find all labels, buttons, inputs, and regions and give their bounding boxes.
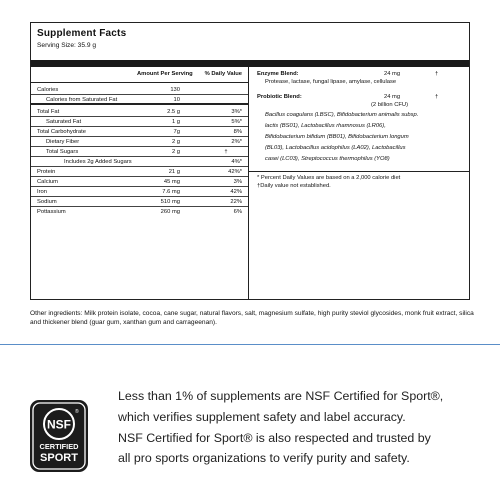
other-ingredients: Other ingredients: Milk protein isolate, cocoa, cane sugar, natural flavors, salt, magnesium sulfate, high purity steviol glycosides, monk fruit extract, silica and thickener blend (guar gum, xanthan gum and carrageenan).: [30, 310, 474, 327]
amount-header: Amount Per Serving: [137, 71, 193, 77]
nsf-logo-text: NSF: [47, 417, 71, 432]
dv-header: % Daily Value: [204, 71, 242, 77]
nutrient-row-iron: Iron 7.6 mg 42%: [31, 187, 248, 197]
probiotic-strains-line: casei (LC03), Streptococcus thermophilus (YO8): [265, 156, 390, 162]
nsf-certified-sport-logo: [30, 400, 88, 472]
footnote-daily-value: * Percent Daily Values are based on a 2,000 calorie diet: [257, 175, 401, 181]
nutrient-column: [31, 67, 249, 299]
probiotic-blend-amount: 24 mg: [384, 94, 401, 100]
probiotic-strains-line: Bifidobacterium bifidum (BB01), Bifidobacterium longum: [265, 134, 409, 140]
enzyme-blend-contents: Protease, lactase, fungal lipase, amylase, cellulase: [265, 79, 397, 85]
nutrient-row-total-sugars: Total Sugars 2 g †: [31, 147, 248, 157]
nutrient-row-total-fat: Total Fat 2.5 g 3%*: [31, 107, 248, 117]
probiotic-strains-line: lactis (BS01), Lactobacillus rhamnosus (LR06),: [265, 123, 386, 129]
nsf-description: [118, 386, 498, 469]
serving-size: Serving Size: 35.9 g: [37, 42, 97, 49]
probiotic-blend-label: Probiotic Blend:: [257, 94, 302, 100]
enzyme-blend-label: Enzyme Blend:: [257, 71, 299, 77]
probiotic-blend-dv: †: [435, 94, 439, 100]
nutrient-row-sodium: Sodium 510 mg 22%: [31, 197, 248, 207]
nutrient-row-added-sugars: Includes 2g Added Sugars 4%*: [31, 157, 248, 167]
enzyme-blend-amount: 24 mg: [384, 71, 401, 77]
enzyme-blend-dv: †: [435, 71, 439, 77]
probiotic-strains-line: Bacillus coagulans (LBSC), Bifidobacterium animalis subsp.: [265, 112, 419, 118]
nutrient-row-saturated-fat: Saturated Fat 1 g 5%*: [31, 117, 248, 127]
nutrient-row-calcium: Calcium 45 mg 3%: [31, 177, 248, 187]
nutrient-row-calories: Calories 130: [31, 85, 248, 95]
blend-column: [249, 67, 469, 299]
nutrient-row-protein: Protein 21 g 42%*: [31, 167, 248, 177]
nsf-logo-registered: ®: [75, 409, 79, 415]
thick-rule: [31, 60, 469, 67]
probiotic-strains-line: (BL03), Lactobacillus acidophilus (LA02), Lactobacillus: [265, 145, 406, 151]
footnote-not-established: †Daily value not established.: [257, 183, 331, 189]
nutrient-row-dietary-fiber: Dietary Fiber 2 g 2%*: [31, 137, 248, 147]
nutrient-row-potassium: Pottassium 260 mg 6%: [37, 208, 242, 215]
nsf-description-line: all pro sports organizations to verify purity and safety.: [118, 451, 410, 466]
footnote-rule: [249, 171, 469, 172]
nsf-description-line: NSF Certified for Sport® is also respected and trusted by: [118, 430, 431, 445]
nsf-logo-certified: CERTIFIED: [39, 442, 79, 451]
section-divider: [0, 344, 500, 345]
nutrient-row-total-carbohydrate: Total Carbohydrate 7g 8%: [31, 127, 248, 137]
panel-title: Supplement Facts: [37, 28, 127, 39]
nutrient-row-calories-satfat: Calories from Saturated Fat 10: [31, 95, 248, 105]
header-rule: [31, 82, 248, 83]
nsf-description-line: Less than 1% of supplements are NSF Certified for Sport®,: [118, 389, 444, 403]
nsf-description-line: which verifies supplement safety and label accuracy.: [118, 409, 406, 424]
nsf-logo-sport: SPORT: [40, 452, 78, 464]
supplement-facts-panel: [30, 22, 470, 300]
probiotic-cfu: (2 billion CFU): [371, 102, 409, 108]
